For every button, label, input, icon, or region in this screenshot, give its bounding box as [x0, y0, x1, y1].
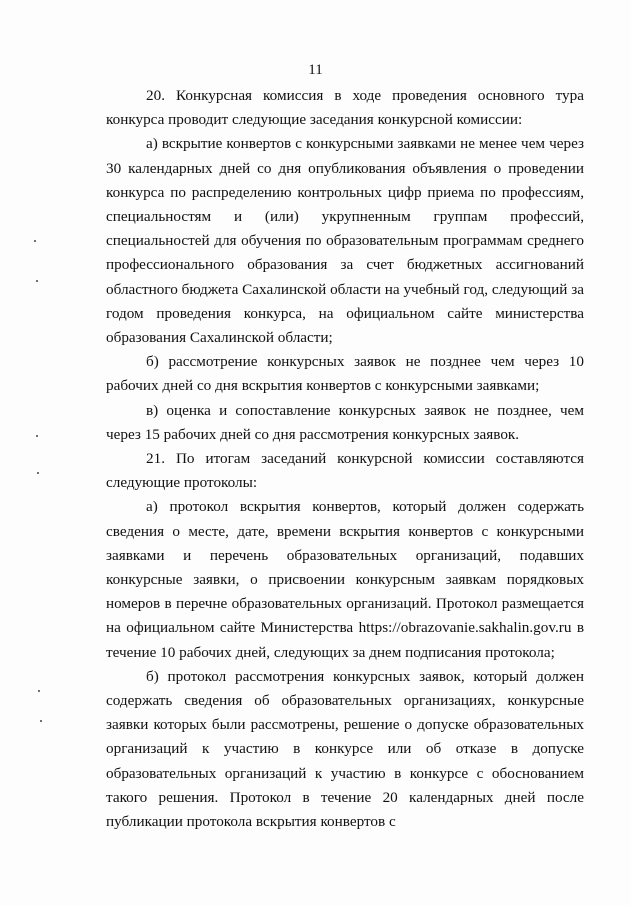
- page-number: 11: [308, 62, 323, 78]
- paragraph-21-a: а) протокол вскрытия конвертов, который должен содержать сведения о месте, дате, времени вскрытия конвертов с конкурсными заявками и перечень образовательных организаций, подавших конкурсные заявки, о присвоении конкурсным заявкам порядковых номеров в перечне образовательных организаций. Протокол размещается на официальном сайте Министерства https://obrazovanie.sakhalin.gov.ru в течение 10 рабочих дней, следующих за днем подписания протокола;: [106, 498, 584, 661]
- scan-speck: [40, 720, 42, 722]
- paragraph-20-b: б) рассмотрение конкурсных заявок не позднее чем через 10 рабочих дней со дня вскрытия конвертов с конкурсными заявками;: [106, 353, 584, 395]
- paragraph-21-b: б) протокол рассмотрения конкурсных заявок, который должен содержать сведения об образовательных организациях, конкурсные заявки которых были рассмотрены, решение о допуске образовательных организаций к участию в конкурсе или об отказе в допуске образовательных организаций к участию в конкурсе с обоснованием такого решения. Протокол в течение 20 календарных дней после публикации протокола вскрытия конвертов с: [106, 667, 584, 831]
- scan-speck: [34, 240, 36, 242]
- scan-speck: [36, 435, 38, 437]
- document-body: [106, 84, 584, 834]
- scan-speck: [37, 472, 39, 474]
- paragraph-20: 20. Конкурсная комиссия в ходе проведения основного тура конкурса проводит следующие заседания конкурсной комиссии:: [106, 87, 584, 129]
- scan-speck: [38, 690, 40, 692]
- scan-speck: [36, 280, 38, 282]
- paragraph-21: 21. По итогам заседаний конкурсной комиссии составляются следующие протоколы:: [106, 450, 584, 492]
- paragraph-20-a: а) вскрытие конвертов с конкурсными заявками не менее чем через 30 календарных дней со дня опубликования объявления о проведении конкурса по распределению контрольных цифр приема по профессиям, специальностям и (или) укрупненным группам профессий, специальностей для обучения по образовательным программам среднего профессионального образования за счет бюджетных ассигнований областного бюджета Сахалинской области на учебный год, следующий за годом проведения конкурса, на официальном сайте министерства образования Сахалинской области;: [106, 135, 584, 347]
- paragraph-20-v: в) оценка и сопоставление конкурсных заявок не позднее, чем через 15 рабочих дней со дня рассмотрения конкурсных заявок.: [106, 401, 584, 443]
